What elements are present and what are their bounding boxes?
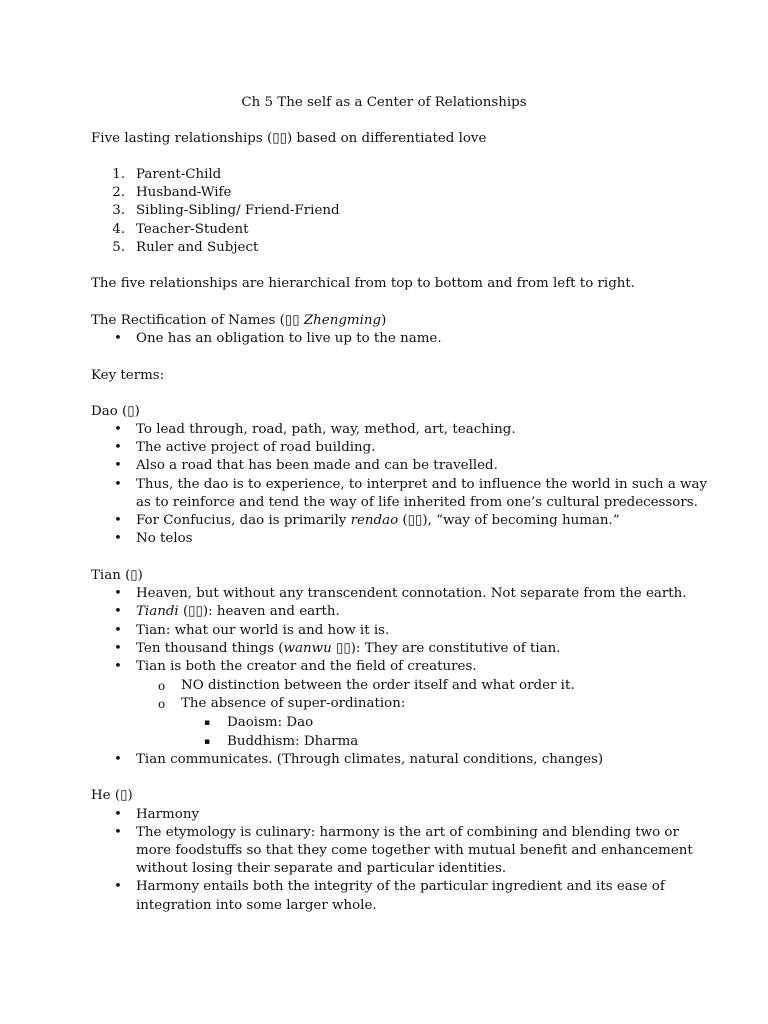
subsub-bullet-item: Buddhism: Dharma [227, 734, 359, 749]
list-item: Parent-Child [136, 167, 222, 182]
list-item: Teacher-Student [136, 222, 249, 237]
bullet-marker: • [114, 807, 122, 822]
bullet-item: Thus, the dao is to experience, to interpret and to influence the world in such a way [136, 477, 708, 492]
sub-bullet-item: The absence of super-ordination: [181, 696, 406, 711]
bullet-item: Tian is both the creator and the field of creatures. [136, 659, 477, 674]
bullet-marker: • [114, 531, 122, 546]
bullet-item: Harmony [136, 807, 200, 822]
bullet-item-continued: more foodstuffs so that they come together with mutual benefit and enhancement [136, 843, 693, 858]
list-number: 2. [112, 185, 125, 200]
bullet-item: Ten thousand things (wanwu ▯▯): They are constitutive of tian. [136, 641, 561, 656]
dao-heading: Dao (▯) [91, 404, 140, 419]
bullet-marker: • [114, 458, 122, 473]
list-number: 3. [112, 203, 125, 218]
list-number: 1. [112, 167, 125, 182]
bullet-item: To lead through, road, path, way, method, art, teaching. [136, 422, 516, 437]
bullet-marker: • [114, 477, 122, 492]
bullet-marker: • [114, 586, 122, 601]
list-item: Sibling-Sibling/ Friend-Friend [136, 203, 340, 218]
he-heading: He (▯) [91, 788, 133, 803]
sub-bullet-item: NO distinction between the order itself and what order it. [181, 678, 575, 693]
tian-heading: Tian (▯) [91, 568, 143, 583]
bullet-item: No telos [136, 531, 193, 546]
page-title: Ch 5 The self as a Center of Relationships [241, 95, 527, 110]
bullet-marker: • [114, 440, 122, 455]
bullet-item: Tian: what our world is and how it is. [136, 623, 390, 638]
bullet-item: Tiandi (▯▯): heaven and earth. [136, 604, 340, 619]
bullet-marker: • [114, 641, 122, 656]
sub-bullet-marker: o [158, 697, 166, 711]
bullet-item: One has an obligation to live up to the name. [136, 331, 442, 346]
hierarchy-paragraph: The five relationships are hierarchical from top to bottom and from left to right. [91, 276, 636, 291]
bullet-item-continued: integration into some larger whole. [136, 898, 377, 913]
bullet-marker: • [114, 604, 122, 619]
rectification-heading: The Rectification of Names (▯▯ Zhengming) [91, 313, 387, 328]
bullet-item-continued: as to reinforce and tend the way of life inherited from one’s cultural predecessors. [136, 495, 698, 510]
bullet-item: Also a road that has been made and can be travelled. [136, 458, 498, 473]
bullet-item: Tian communicates. (Through climates, natural conditions, changes) [136, 752, 604, 767]
key-terms-label: Key terms: [91, 368, 165, 383]
bullet-item: Harmony entails both the integrity of the particular ingredient and its ease of [136, 879, 665, 894]
bullet-marker: • [114, 752, 122, 767]
sub-bullet-marker: o [158, 679, 166, 693]
bullet-item: The etymology is culinary: harmony is the art of combining and blending two or [136, 825, 679, 840]
subsub-bullet-marker: ▪ [204, 718, 211, 728]
intro-line: Five lasting relationships (▯▯) based on differentiated love [91, 131, 487, 146]
bullet-item: Heaven, but without any transcendent connotation. Not separate from the earth. [136, 586, 687, 601]
subsub-bullet-item: Daoism: Dao [227, 715, 314, 730]
list-item: Ruler and Subject [136, 240, 259, 255]
bullet-marker: • [114, 513, 122, 528]
bullet-marker: • [114, 623, 122, 638]
bullet-marker: • [114, 659, 122, 674]
bullet-item-continued: without losing their separate and particular identities. [136, 861, 507, 876]
subsub-bullet-marker: ▪ [204, 737, 211, 747]
list-number: 4. [112, 222, 125, 237]
bullet-item: For Confucius, dao is primarily rendao (▯▯), “way of becoming human.” [136, 513, 620, 528]
bullet-marker: • [114, 331, 122, 346]
bullet-marker: • [114, 422, 122, 437]
list-number: 5. [112, 240, 125, 255]
bullet-item: The active project of road building. [136, 440, 376, 455]
list-item: Husband-Wife [136, 185, 232, 200]
bullet-marker: • [114, 879, 122, 894]
bullet-marker: • [114, 825, 122, 840]
